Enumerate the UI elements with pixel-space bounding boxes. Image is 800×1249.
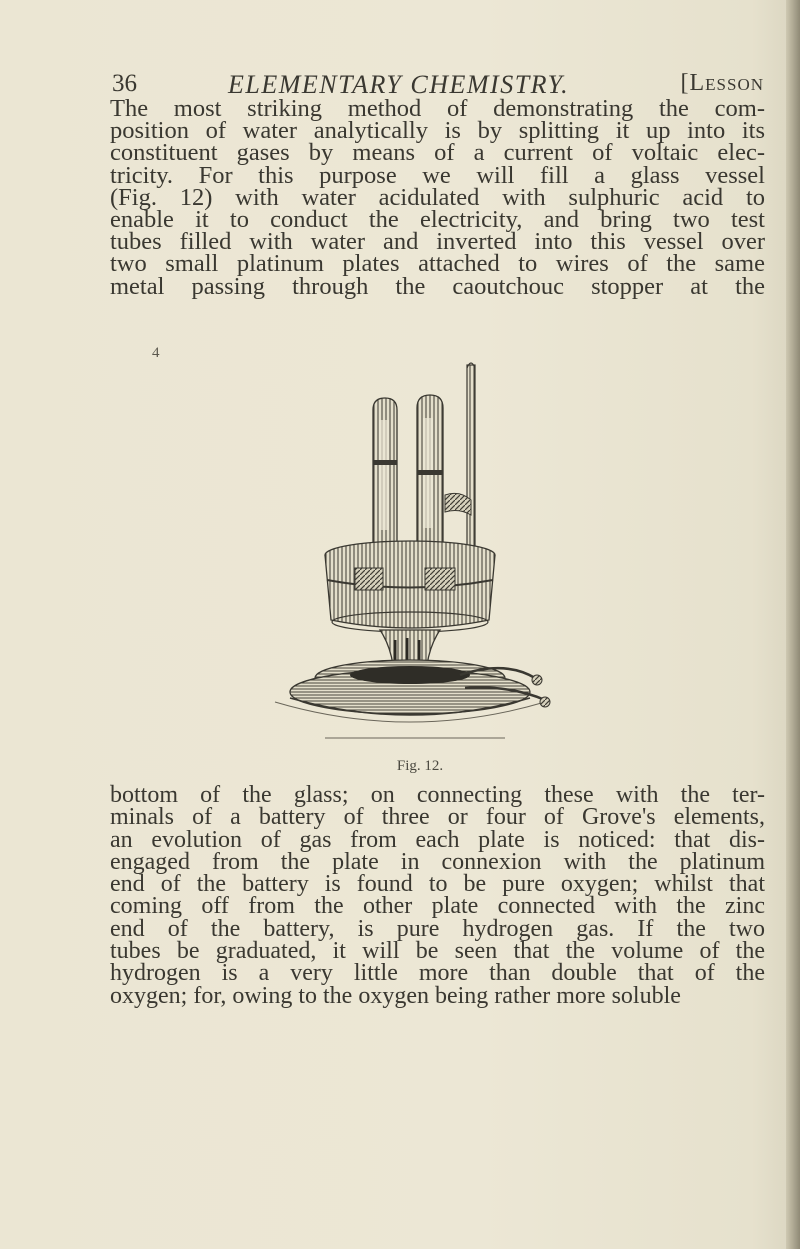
text-line: coming off from the other plate connected with the zinc bbox=[110, 893, 765, 920]
text-line: hydrogen is a very little more than double that of the bbox=[110, 960, 765, 987]
text-line: position of water analytically is by splitting it up into its bbox=[110, 117, 765, 145]
text-line: (Fig. 12) with water acidulated with sulphuric acid to bbox=[110, 183, 765, 211]
vessel-base bbox=[275, 660, 545, 738]
text-line: an evolution of gas from each plate is noticed: that dis- bbox=[110, 826, 765, 853]
text-line: The most striking method of demonstrating the com- bbox=[110, 95, 765, 122]
apparatus-illustration bbox=[245, 340, 585, 760]
paragraph-1 bbox=[110, 95, 765, 300]
text-line: end of the battery, is pure hydrogen gas. If the two bbox=[110, 915, 765, 942]
text-line: bottom of the glass; on connecting these with the ter- bbox=[110, 782, 765, 808]
running-title: ELEMENTARY CHEMISTRY. bbox=[228, 70, 570, 99]
text-line: minals of a battery of three or four of Grove's elements, bbox=[110, 804, 765, 831]
figure-electrolysis-apparatus bbox=[245, 340, 585, 760]
text-line: engaged from the plate in connexion with the platinum bbox=[110, 848, 765, 875]
text-line: tricity. For this purpose we will fill a glass vessel bbox=[110, 161, 765, 189]
paragraph-2 bbox=[110, 784, 765, 1007]
running-lesson: [Lesson bbox=[680, 70, 764, 96]
glass-vessel bbox=[325, 541, 495, 632]
page-number: 36 bbox=[112, 70, 137, 97]
text-line: enable it to conduct the electricity, and bring two test bbox=[110, 206, 765, 234]
figure-caption: Fig. 12. bbox=[396, 758, 444, 774]
text-line: tubes filled with water and inverted into this vessel over bbox=[110, 228, 765, 256]
text-line: two small platinum plates attached to wires of the same bbox=[110, 250, 765, 278]
binding-edge bbox=[786, 0, 800, 1249]
text-line: end of the battery is found to be pure oxygen; whilst that bbox=[110, 871, 765, 898]
text-line: metal passing through the caoutchouc stopper at the bbox=[110, 272, 765, 300]
stray-mark: 4 bbox=[152, 345, 160, 361]
text-line: constituent gases by means of a current of voltaic elec- bbox=[110, 139, 765, 167]
text-line: oxygen; for, owing to the oxygen being rather more soluble bbox=[110, 982, 681, 1009]
text-line: tubes be graduated, it will be seen that the volume of the bbox=[110, 938, 765, 965]
